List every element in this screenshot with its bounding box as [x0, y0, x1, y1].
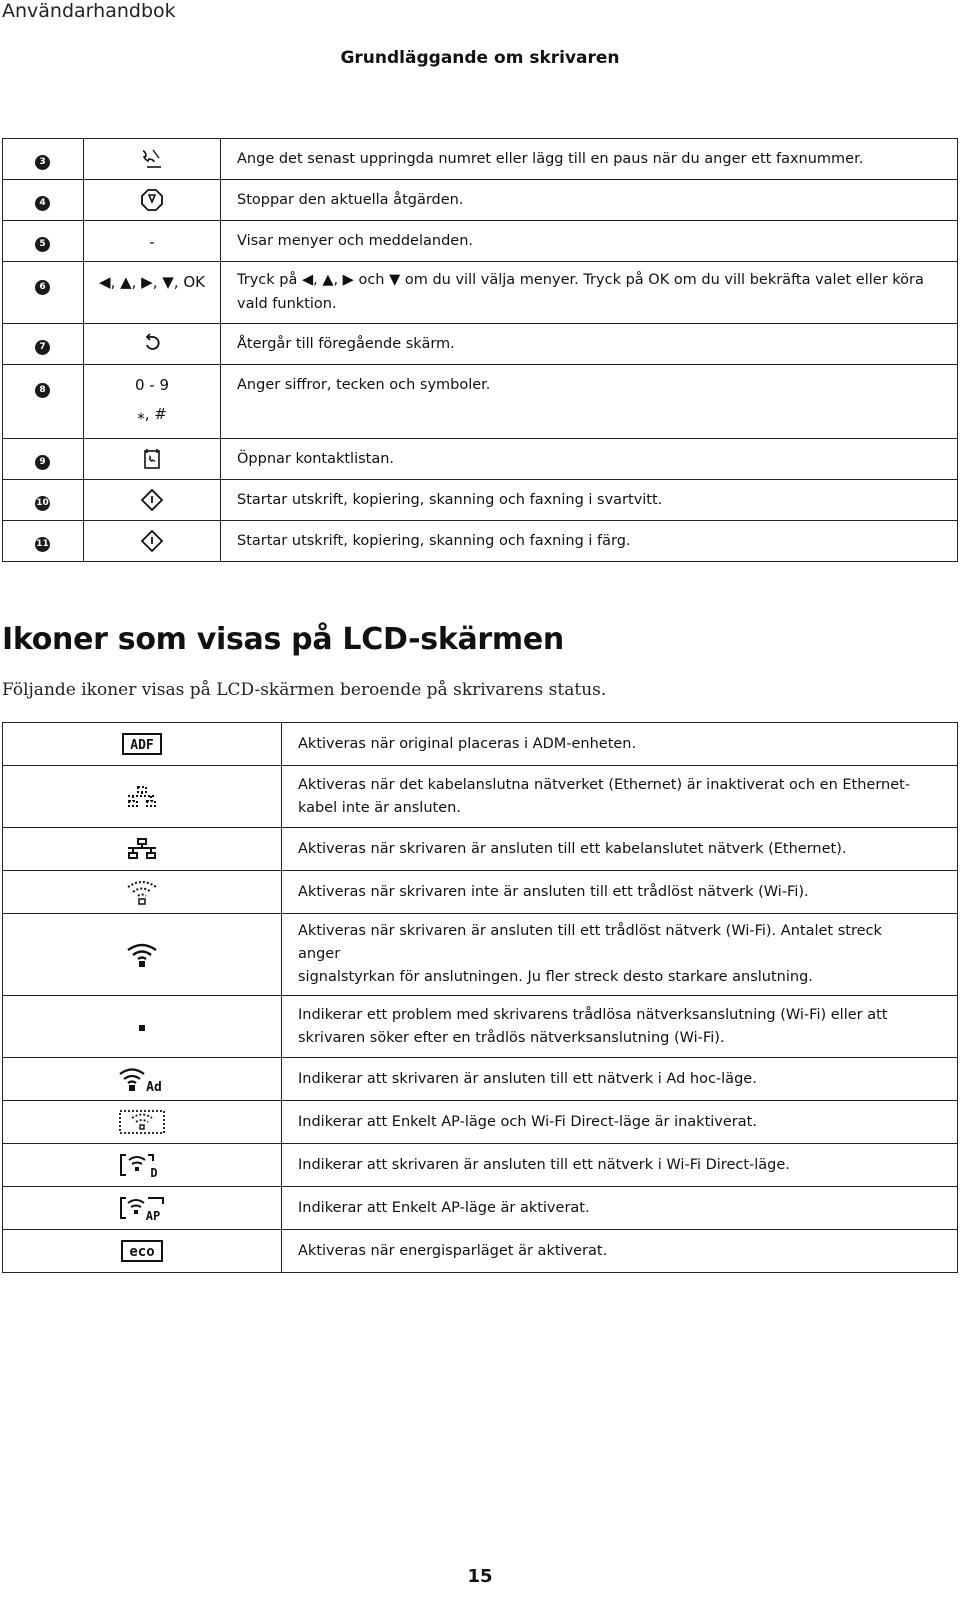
row-description: Aktiveras när original placeras i ADM-enheten. [298, 735, 637, 752]
redial-pause-icon [139, 147, 165, 171]
table-row [3, 324, 958, 365]
table-row [3, 828, 958, 871]
wifi-direct-icon-text: D [150, 1166, 158, 1179]
arrow-keys-icon: ◀, ▲, ▶, ▼, OK [99, 273, 205, 291]
section-heading: Ikoner som visas på LCD-skärmen [2, 622, 564, 657]
table-row [3, 1230, 958, 1273]
eco-icon-text: eco [129, 1244, 155, 1260]
wifi-direct-icon [118, 1151, 166, 1179]
table-row [3, 1144, 958, 1187]
ethernet-connected-icon [125, 837, 159, 861]
adf-icon [122, 733, 162, 755]
row-symbol: - [149, 232, 155, 251]
row-description: Aktiveras när energisparläget är aktiverat. [298, 1242, 608, 1259]
row-number-badge: 5 [35, 237, 50, 252]
section-lead: Följande ikoner visas på LCD-skärmen beroende på skrivarens status. [2, 680, 607, 700]
contacts-icon [141, 447, 163, 471]
back-icon [141, 332, 163, 356]
row-symbol-secondary: ⁎, # [137, 405, 167, 423]
start-color-icon [140, 529, 164, 553]
row-description-line2: skrivaren söker efter en trådlös nätverksanslutning (Wi-Fi). [298, 1029, 725, 1046]
running-head: Användarhandbok [2, 0, 176, 22]
row-description: Öppnar kontaktlistan. [237, 451, 395, 467]
section-title: Grundläggande om skrivaren [340, 48, 620, 68]
table-row [3, 723, 958, 766]
page-number: 15 [467, 1566, 493, 1587]
table-row [3, 1187, 958, 1230]
row-description: Startar utskrift, kopiering, skanning och faxning i färg. [237, 533, 631, 549]
row-description: Aktiveras när skrivaren inte är ansluten till ett trådlöst nätverk (Wi-Fi). [298, 883, 809, 900]
start-bw-icon [140, 488, 164, 512]
stop-icon [140, 188, 164, 212]
table-row [3, 766, 958, 828]
row-description: Återgår till föregående skärm. [237, 336, 455, 352]
ap-disabled-icon [118, 1109, 166, 1135]
row-number-badge: 3 [35, 155, 50, 170]
row-description: Ange det senast uppringda numret eller lägg till en paus när du anger ett faxnummer. [237, 151, 864, 167]
row-description: Anger siffror, tecken och symboler. [237, 377, 491, 393]
row-description-line1: Aktiveras när skrivaren är ansluten till ett trådlöst nätverk (Wi-Fi). Antalet streck anger [298, 923, 882, 962]
table-row [3, 365, 958, 439]
row-symbol: 0 - 9 [134, 376, 170, 394]
row-number-badge: 9 [35, 455, 50, 470]
lcd-icons-table [2, 722, 958, 1273]
table-row [3, 914, 958, 996]
table-row [3, 180, 958, 221]
table-row [3, 1101, 958, 1144]
table-row [3, 996, 958, 1058]
row-description: Indikerar att Enkelt AP-läge och Wi-Fi Direct-läge är inaktiverat. [298, 1113, 757, 1130]
adhoc-icon-text: Ad [146, 1080, 162, 1092]
row-description-line1: Aktiveras när det kabelanslutna nätverket (Ethernet) är inaktiverat och en Ethernet- [298, 776, 911, 793]
wifi-disconnected-icon [125, 879, 159, 905]
row-description-line2: vald funktion. [237, 296, 337, 312]
row-description: Indikerar att skrivaren är ansluten till ett nätverk i Ad hoc-läge. [298, 1070, 757, 1087]
row-description: Indikerar att Enkelt AP-läge är aktiverat. [298, 1199, 590, 1216]
ethernet-disconnected-icon [125, 785, 159, 809]
row-number-badge: 4 [35, 196, 50, 211]
row-description: Startar utskrift, kopiering, skanning och faxning i svartvitt. [237, 492, 663, 508]
row-description-line2: kabel inte är ansluten. [298, 799, 461, 816]
row-number-badge: 6 [35, 280, 50, 295]
row-number-badge: 8 [35, 383, 50, 398]
row-number-badge: 11 [35, 537, 50, 552]
eco-icon [121, 1240, 163, 1262]
table-row [3, 139, 958, 180]
row-description: Visar menyer och meddelanden. [237, 233, 473, 249]
row-description-line1: Tryck på ◀, ▲, ▶ och ▼ om du vill välja menyer. Tryck på OK om du vill bekräfta valet eller köra [237, 272, 924, 288]
table-row [3, 262, 958, 324]
buttons-table [2, 138, 958, 562]
simple-ap-icon [118, 1194, 166, 1222]
table-row [3, 521, 958, 562]
simple-ap-icon-text: AP [145, 1209, 161, 1222]
row-description: Stoppar den aktuella åtgärden. [237, 192, 464, 208]
row-description: Indikerar att skrivaren är ansluten till ett nätverk i Wi-Fi Direct-läge. [298, 1156, 790, 1173]
table-row [3, 1058, 958, 1101]
adf-icon-text: ADF [130, 738, 154, 753]
row-description-line1: Indikerar ett problem med skrivarens trådlösa nätverksanslutning (Wi-Fi) eller att [298, 1006, 888, 1023]
table-row [3, 221, 958, 262]
row-number-badge: 10 [35, 496, 50, 511]
adhoc-icon [118, 1066, 166, 1092]
row-description: Aktiveras när skrivaren är ansluten till ett kabelanslutet nätverk (Ethernet). [298, 840, 847, 857]
table-row [3, 871, 958, 914]
table-row [3, 439, 958, 480]
wifi-connected-icon [125, 942, 159, 968]
row-description-line2: signalstyrkan för anslutningen. Ju fler streck desto starkare anslutning. [298, 969, 813, 985]
wifi-problem-icon [136, 1022, 148, 1034]
table-row [3, 480, 958, 521]
row-number-badge: 7 [35, 340, 50, 355]
